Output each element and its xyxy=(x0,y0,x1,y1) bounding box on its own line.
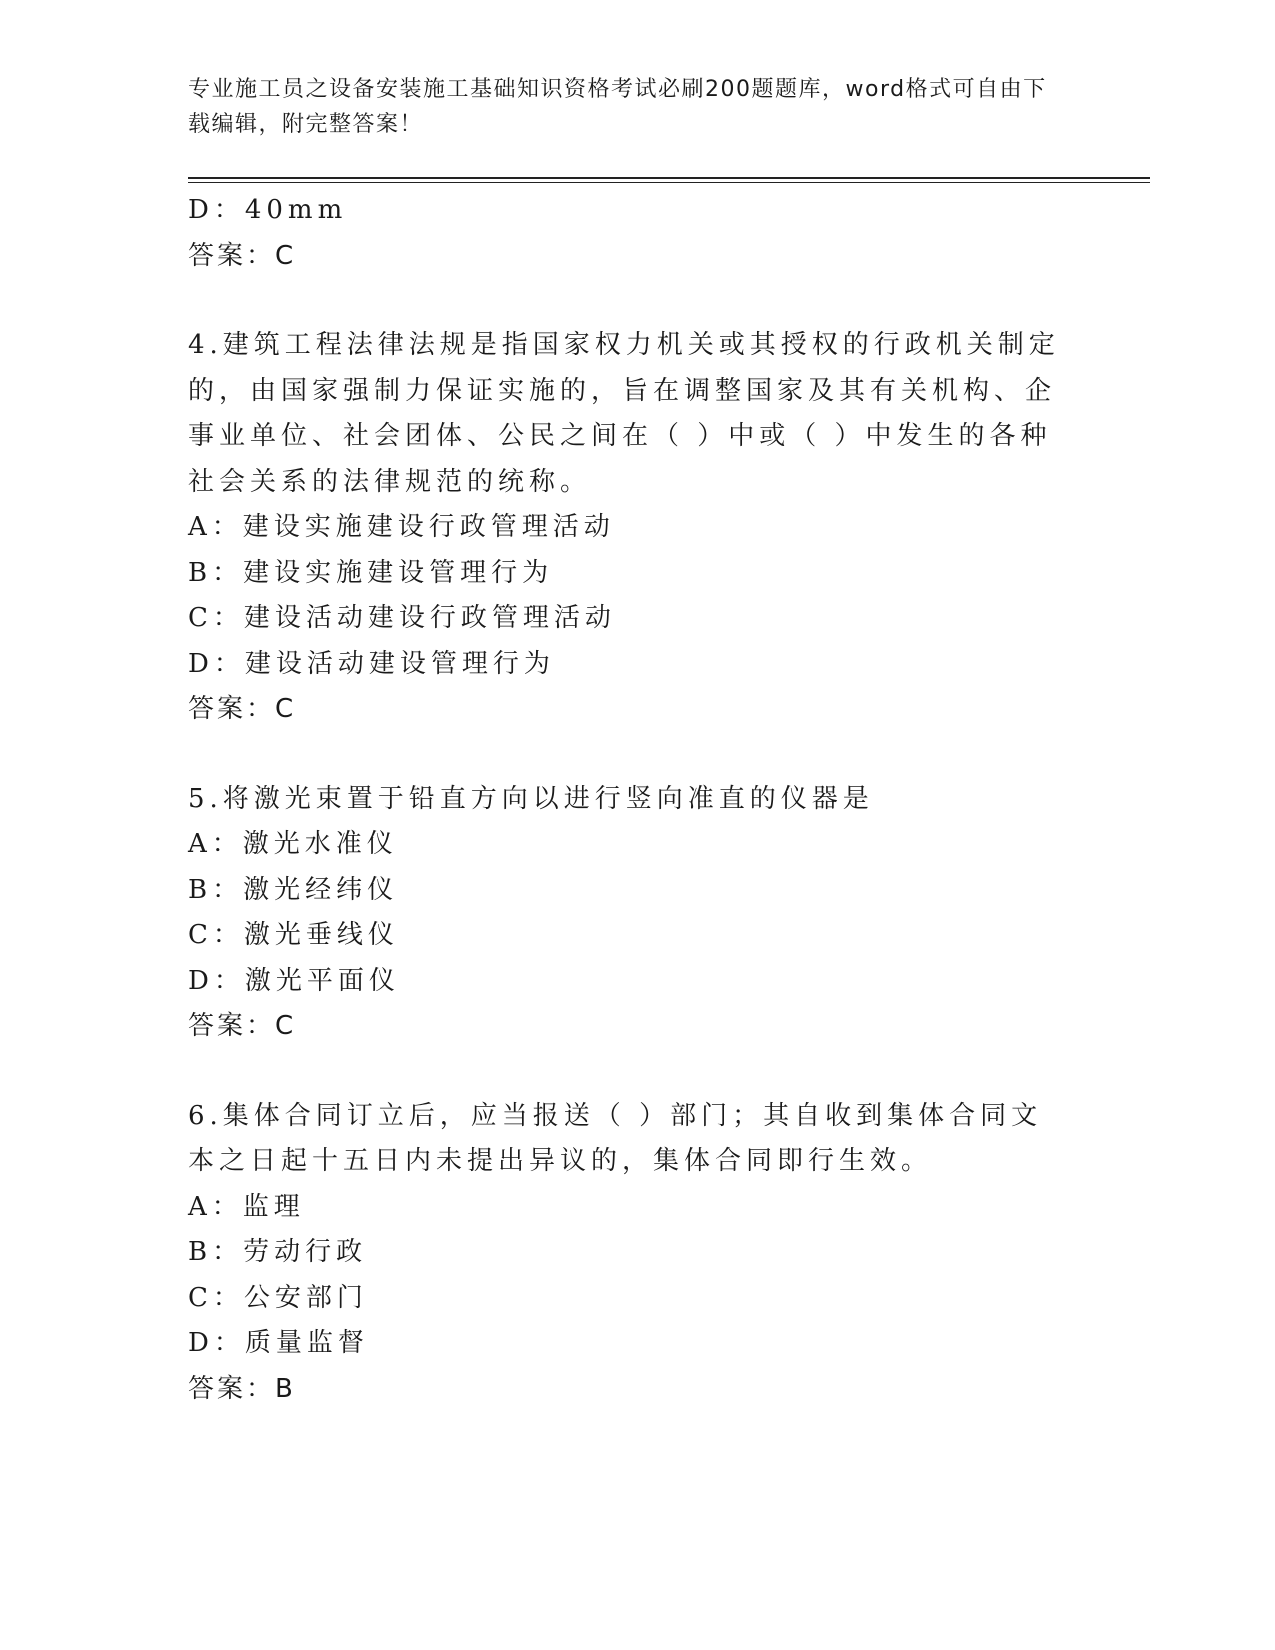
question-6 xyxy=(188,1094,1068,1413)
question-5 xyxy=(188,777,1068,1050)
question-4 xyxy=(188,323,1068,733)
header-rule-thick xyxy=(188,177,1150,179)
option-b: B：劳动行政 xyxy=(188,1237,368,1267)
option-b: B：激光经纬仪 xyxy=(188,874,399,905)
option-d: D：质量监督 xyxy=(188,1328,369,1358)
option-d: D：建设活动建设管理行为 xyxy=(188,648,555,679)
option-a: A：建设实施建设行政管理活动 xyxy=(188,512,615,542)
answer-continued: 答案：C xyxy=(188,240,297,271)
question-list xyxy=(188,188,1068,1412)
question-stem: 5.将激光束置于铅直方向以进行竖向准直的仪器是 xyxy=(188,783,874,814)
option-c: C：激光垂线仪 xyxy=(188,920,399,950)
answer: 答案：B xyxy=(188,1373,296,1404)
option-d-continued: D：40mm xyxy=(188,195,348,225)
answer: 答案：C xyxy=(188,1011,297,1041)
page-header: 专业施工员之设备安装施工基础知识资格考试必刷200题题库，word格式可自由下载编辑，附完整答案！ xyxy=(188,77,1047,137)
option-d: D：激光平面仪 xyxy=(188,965,400,996)
spacer xyxy=(188,1050,1068,1094)
option-a: A：激光水准仪 xyxy=(188,829,398,859)
option-c: C：建设活动建设行政管理活动 xyxy=(188,603,616,633)
question-stem: 4.建筑工程法律法规是指国家权力机关或其授权的行政机关制定的，由国家强制力保证实施的，旨在调整国家及其有关机构、企事业单位、社会团体、公民之间在（ ）中或（ ）中发生的各种社会关系的法律规范的统称。 xyxy=(188,330,1060,497)
spacer xyxy=(188,733,1068,777)
spacer xyxy=(188,279,1068,323)
option-a: A：监理 xyxy=(188,1191,305,1222)
question-stem: 6.集体合同订立后，应当报送（ ）部门；其自收到集体合同文本之日起十五日内未提出异议的，集体合同即行生效。 xyxy=(188,1100,1043,1176)
answer: 答案：C xyxy=(188,694,297,724)
option-b: B：建设实施建设管理行为 xyxy=(188,557,554,588)
header-rule-thin xyxy=(188,182,1150,183)
option-c: C：公安部门 xyxy=(188,1282,368,1313)
